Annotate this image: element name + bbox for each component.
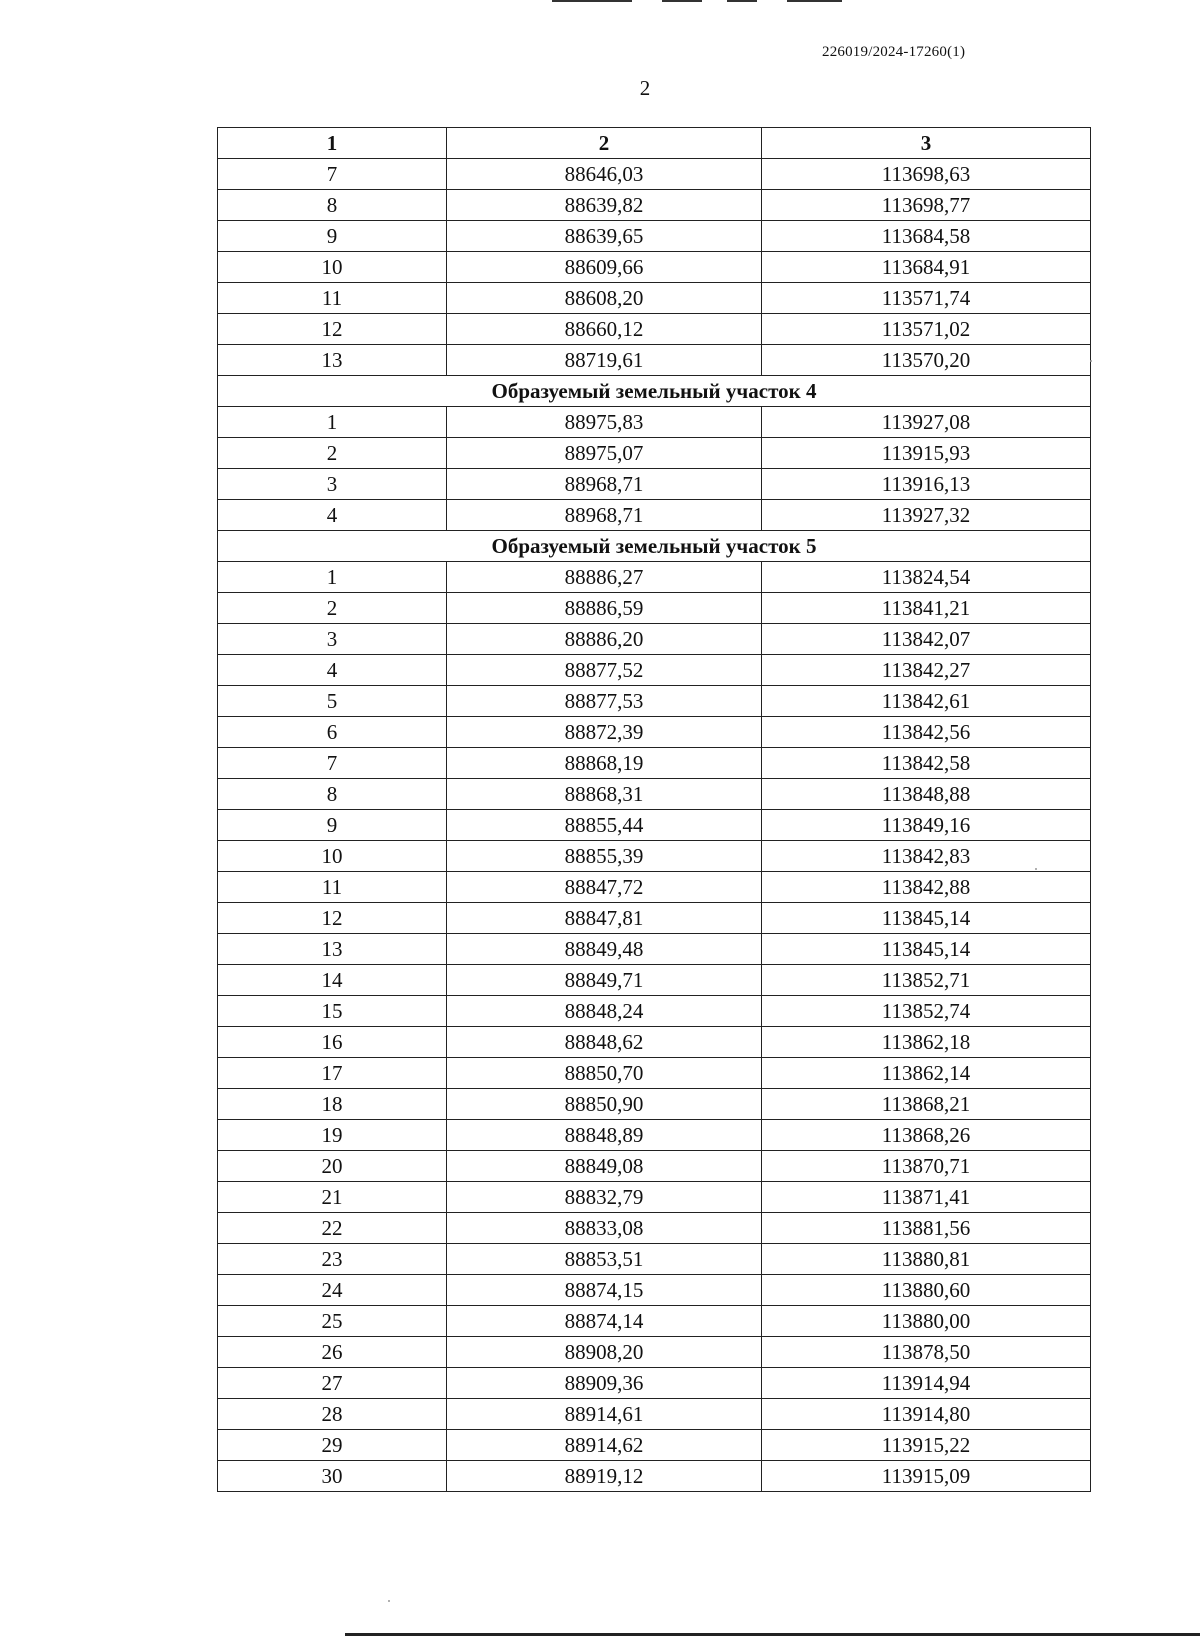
table-row	[218, 903, 1091, 934]
y-coordinate-cell: 113845,14	[762, 934, 1091, 965]
table-row	[218, 252, 1091, 283]
x-coordinate-cell: 88968,71	[447, 500, 762, 531]
x-coordinate-cell: 88975,83	[447, 407, 762, 438]
column-header-point: 1	[218, 128, 447, 159]
point-number-cell: 26	[218, 1337, 447, 1368]
y-coordinate-cell: 113915,93	[762, 438, 1091, 469]
table-row	[218, 1461, 1091, 1492]
table-row	[218, 965, 1091, 996]
table-row	[218, 779, 1091, 810]
point-number-cell: 4	[218, 500, 447, 531]
y-coordinate-cell: 113824,54	[762, 562, 1091, 593]
table-row	[218, 593, 1091, 624]
x-coordinate-cell: 88719,61	[447, 345, 762, 376]
document-number: 226019/2024-17260(1)	[822, 44, 966, 60]
point-number-cell: 23	[218, 1244, 447, 1275]
point-number-cell: 15	[218, 996, 447, 1027]
x-coordinate-cell: 88886,59	[447, 593, 762, 624]
x-coordinate-cell: 88877,52	[447, 655, 762, 686]
x-coordinate-cell: 88877,53	[447, 686, 762, 717]
table-row	[218, 438, 1091, 469]
y-coordinate-cell: 113915,22	[762, 1430, 1091, 1461]
point-number-cell: 12	[218, 314, 447, 345]
table-row	[218, 1337, 1091, 1368]
table-row	[218, 717, 1091, 748]
table-row	[218, 841, 1091, 872]
table-row	[218, 407, 1091, 438]
point-number-cell: 3	[218, 624, 447, 655]
section-row	[218, 531, 1091, 562]
header-row	[218, 128, 1091, 159]
point-number-cell: 7	[218, 159, 447, 190]
point-number-cell: 21	[218, 1182, 447, 1213]
column-header-y: 3	[762, 128, 1091, 159]
table-row	[218, 1058, 1091, 1089]
y-coordinate-cell: 113842,07	[762, 624, 1091, 655]
point-number-cell: 10	[218, 841, 447, 872]
y-coordinate-cell: 113870,71	[762, 1151, 1091, 1182]
table-row	[218, 221, 1091, 252]
x-coordinate-cell: 88909,36	[447, 1368, 762, 1399]
section-row	[218, 376, 1091, 407]
y-coordinate-cell: 113916,13	[762, 469, 1091, 500]
x-coordinate-cell: 88833,08	[447, 1213, 762, 1244]
point-number-cell: 2	[218, 593, 447, 624]
table-row	[218, 934, 1091, 965]
scan-speck	[1035, 868, 1037, 870]
point-number-cell: 11	[218, 283, 447, 314]
point-number-cell: 8	[218, 190, 447, 221]
table-row	[218, 686, 1091, 717]
table-row	[218, 1275, 1091, 1306]
y-coordinate-cell: 113684,91	[762, 252, 1091, 283]
point-number-cell: 27	[218, 1368, 447, 1399]
x-coordinate-cell: 88908,20	[447, 1337, 762, 1368]
x-coordinate-cell: 88868,19	[447, 748, 762, 779]
y-coordinate-cell: 113842,83	[762, 841, 1091, 872]
y-coordinate-cell: 113880,81	[762, 1244, 1091, 1275]
table-row	[218, 1306, 1091, 1337]
y-coordinate-cell: 113878,50	[762, 1337, 1091, 1368]
point-number-cell: 14	[218, 965, 447, 996]
y-coordinate-cell: 113868,21	[762, 1089, 1091, 1120]
table-row	[218, 1182, 1091, 1213]
y-coordinate-cell: 113881,56	[762, 1213, 1091, 1244]
x-coordinate-cell: 88855,39	[447, 841, 762, 872]
point-number-cell: 24	[218, 1275, 447, 1306]
y-coordinate-cell: 113871,41	[762, 1182, 1091, 1213]
y-coordinate-cell: 113842,58	[762, 748, 1091, 779]
table-row	[218, 810, 1091, 841]
point-number-cell: 25	[218, 1306, 447, 1337]
point-number-cell: 6	[218, 717, 447, 748]
point-number-cell: 18	[218, 1089, 447, 1120]
point-number-cell: 5	[218, 686, 447, 717]
x-coordinate-cell: 88848,89	[447, 1120, 762, 1151]
y-coordinate-cell: 113698,77	[762, 190, 1091, 221]
x-coordinate-cell: 88646,03	[447, 159, 762, 190]
point-number-cell: 7	[218, 748, 447, 779]
x-coordinate-cell: 88660,12	[447, 314, 762, 345]
table-row	[218, 190, 1091, 221]
x-coordinate-cell: 88847,72	[447, 872, 762, 903]
point-number-cell: 11	[218, 872, 447, 903]
coordinates-table	[217, 127, 1091, 1492]
x-coordinate-cell: 88850,70	[447, 1058, 762, 1089]
table-row	[218, 1430, 1091, 1461]
table-row	[218, 655, 1091, 686]
y-coordinate-cell: 113845,14	[762, 903, 1091, 934]
point-number-cell: 8	[218, 779, 447, 810]
point-number-cell: 13	[218, 934, 447, 965]
y-coordinate-cell: 113571,02	[762, 314, 1091, 345]
table-body	[218, 159, 1091, 1492]
x-coordinate-cell: 88847,81	[447, 903, 762, 934]
x-coordinate-cell: 88914,62	[447, 1430, 762, 1461]
y-coordinate-cell: 113698,63	[762, 159, 1091, 190]
x-coordinate-cell: 88872,39	[447, 717, 762, 748]
x-coordinate-cell: 88849,71	[447, 965, 762, 996]
y-coordinate-cell: 113852,71	[762, 965, 1091, 996]
table-row	[218, 1244, 1091, 1275]
point-number-cell: 30	[218, 1461, 447, 1492]
y-coordinate-cell: 113842,61	[762, 686, 1091, 717]
table-row	[218, 283, 1091, 314]
top-scan-mark	[552, 0, 852, 3]
y-coordinate-cell: 113880,60	[762, 1275, 1091, 1306]
y-coordinate-cell: 113862,14	[762, 1058, 1091, 1089]
table-row	[218, 1027, 1091, 1058]
table-row	[218, 1399, 1091, 1430]
point-number-cell: 28	[218, 1399, 447, 1430]
y-coordinate-cell: 113848,88	[762, 779, 1091, 810]
scan-speck	[1090, 360, 1092, 362]
table-row	[218, 1089, 1091, 1120]
table-header	[218, 128, 1091, 159]
x-coordinate-cell: 88874,15	[447, 1275, 762, 1306]
page-number: 2	[639, 76, 651, 100]
table-row	[218, 1151, 1091, 1182]
scan-speck	[388, 1600, 390, 1602]
y-coordinate-cell: 113914,80	[762, 1399, 1091, 1430]
point-number-cell: 2	[218, 438, 447, 469]
point-number-cell: 19	[218, 1120, 447, 1151]
point-number-cell: 13	[218, 345, 447, 376]
x-coordinate-cell: 88639,82	[447, 190, 762, 221]
table-row	[218, 1368, 1091, 1399]
table-row	[218, 314, 1091, 345]
table-row	[218, 1213, 1091, 1244]
y-coordinate-cell: 113842,56	[762, 717, 1091, 748]
y-coordinate-cell: 113842,88	[762, 872, 1091, 903]
x-coordinate-cell: 88609,66	[447, 252, 762, 283]
point-number-cell: 17	[218, 1058, 447, 1089]
point-number-cell: 1	[218, 562, 447, 593]
x-coordinate-cell: 88886,20	[447, 624, 762, 655]
point-number-cell: 4	[218, 655, 447, 686]
x-coordinate-cell: 88868,31	[447, 779, 762, 810]
x-coordinate-cell: 88608,20	[447, 283, 762, 314]
point-number-cell: 9	[218, 810, 447, 841]
y-coordinate-cell: 113927,32	[762, 500, 1091, 531]
y-coordinate-cell: 113570,20	[762, 345, 1091, 376]
point-number-cell: 20	[218, 1151, 447, 1182]
point-number-cell: 29	[218, 1430, 447, 1461]
x-coordinate-cell: 88968,71	[447, 469, 762, 500]
table-row	[218, 469, 1091, 500]
y-coordinate-cell: 113880,00	[762, 1306, 1091, 1337]
section-title: Образуемый земельный участок 4	[218, 376, 1091, 407]
point-number-cell: 3	[218, 469, 447, 500]
y-coordinate-cell: 113571,74	[762, 283, 1091, 314]
table-row	[218, 624, 1091, 655]
y-coordinate-cell: 113684,58	[762, 221, 1091, 252]
x-coordinate-cell: 88639,65	[447, 221, 762, 252]
y-coordinate-cell: 113841,21	[762, 593, 1091, 624]
x-coordinate-cell: 88855,44	[447, 810, 762, 841]
y-coordinate-cell: 113915,09	[762, 1461, 1091, 1492]
point-number-cell: 9	[218, 221, 447, 252]
x-coordinate-cell: 88886,27	[447, 562, 762, 593]
table-row	[218, 872, 1091, 903]
x-coordinate-cell: 88848,24	[447, 996, 762, 1027]
x-coordinate-cell: 88850,90	[447, 1089, 762, 1120]
table-row	[218, 159, 1091, 190]
x-coordinate-cell: 88919,12	[447, 1461, 762, 1492]
y-coordinate-cell: 113868,26	[762, 1120, 1091, 1151]
x-coordinate-cell: 88848,62	[447, 1027, 762, 1058]
table-row	[218, 996, 1091, 1027]
table-row	[218, 500, 1091, 531]
x-coordinate-cell: 88849,08	[447, 1151, 762, 1182]
x-coordinate-cell: 88975,07	[447, 438, 762, 469]
x-coordinate-cell: 88832,79	[447, 1182, 762, 1213]
x-coordinate-cell: 88914,61	[447, 1399, 762, 1430]
x-coordinate-cell: 88853,51	[447, 1244, 762, 1275]
x-coordinate-cell: 88849,48	[447, 934, 762, 965]
point-number-cell: 1	[218, 407, 447, 438]
point-number-cell: 22	[218, 1213, 447, 1244]
point-number-cell: 12	[218, 903, 447, 934]
table-row	[218, 345, 1091, 376]
section-title: Образуемый земельный участок 5	[218, 531, 1091, 562]
point-number-cell: 16	[218, 1027, 447, 1058]
y-coordinate-cell: 113842,27	[762, 655, 1091, 686]
y-coordinate-cell: 113849,16	[762, 810, 1091, 841]
y-coordinate-cell: 113852,74	[762, 996, 1091, 1027]
table-row	[218, 748, 1091, 779]
y-coordinate-cell: 113862,18	[762, 1027, 1091, 1058]
table-row	[218, 562, 1091, 593]
table-row	[218, 1120, 1091, 1151]
column-header-x: 2	[447, 128, 762, 159]
y-coordinate-cell: 113914,94	[762, 1368, 1091, 1399]
bottom-rule	[345, 1633, 1200, 1636]
y-coordinate-cell: 113927,08	[762, 407, 1091, 438]
point-number-cell: 10	[218, 252, 447, 283]
x-coordinate-cell: 88874,14	[447, 1306, 762, 1337]
